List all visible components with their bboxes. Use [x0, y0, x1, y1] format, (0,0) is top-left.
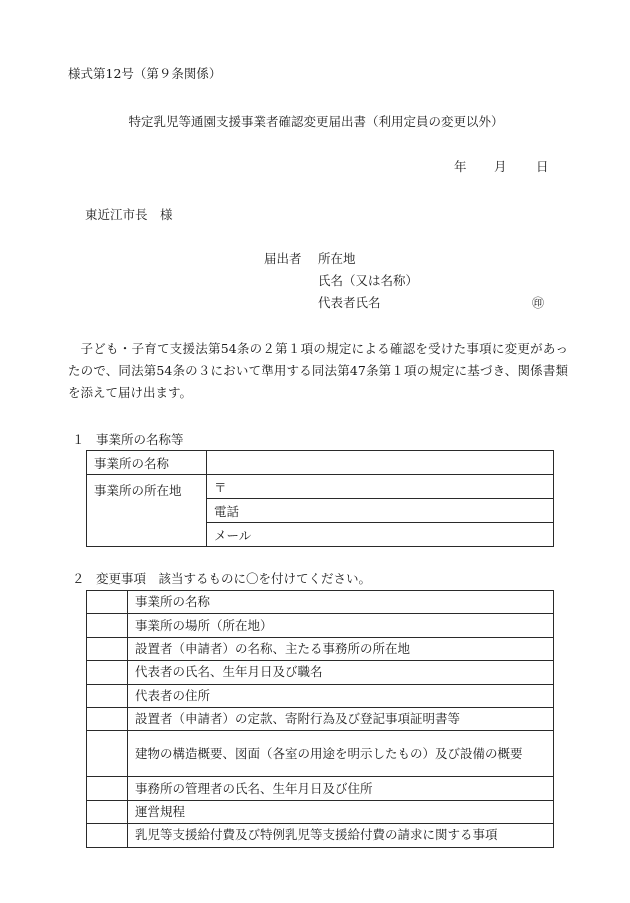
change-item-check-cell[interactable]: [87, 824, 128, 847]
change-item-label: 建物の構造概要、図面（各室の用途を明示したもの）及び設備の概要: [128, 731, 554, 777]
change-item-label: 乳児等支援給付費及び特例乳児等支援給付費の請求に関する事項: [128, 824, 554, 847]
date-day-label: 日: [536, 159, 549, 174]
table-row: [87, 707, 554, 730]
section1-number: １: [72, 432, 85, 447]
postal-code-field[interactable]: 〒: [207, 475, 554, 499]
body-paragraph: 子ども・子育て支援法第54条の２第１項の規定による確認を受けた事項に変更があったので、同法第54条の３において準用する同法第47条第１項の規定に基づき、関係書類を添えて届け出ます。: [68, 341, 568, 400]
change-item-label: 代表者の住所: [128, 684, 554, 707]
section1-heading: [72, 434, 184, 447]
change-item-check-cell[interactable]: [87, 777, 128, 800]
change-item-label: 事業所の名称: [128, 591, 554, 614]
table-row: [87, 591, 554, 614]
change-item-check-cell[interactable]: [87, 614, 128, 637]
facility-name-field[interactable]: [207, 451, 554, 475]
change-item-label: 事業所の場所（所在地）: [128, 614, 554, 637]
change-item-check-cell[interactable]: [87, 637, 128, 660]
table-row: [87, 684, 554, 707]
notifier-label: 届出者: [264, 251, 302, 266]
change-item-check-cell[interactable]: [87, 661, 128, 684]
seal-mark: ㊞: [532, 296, 545, 310]
recipient: 東近江市長 様: [85, 207, 173, 222]
section2-heading: [72, 573, 371, 586]
facility-name-label: 事業所の名称: [87, 451, 207, 475]
table-row: [87, 637, 554, 660]
change-item-check-cell[interactable]: [87, 707, 128, 730]
table-row: [87, 777, 554, 800]
change-item-label: 運営規程: [128, 800, 554, 823]
change-item-check-cell[interactable]: [87, 731, 128, 777]
date-year-label: 年: [454, 159, 467, 174]
change-item-label: 事務所の管理者の氏名、生年月日及び住所: [128, 777, 554, 800]
change-item-label: 設置者（申請者）の名称、主たる事務所の所在地: [128, 637, 554, 660]
mail-field[interactable]: メール: [207, 523, 554, 547]
table-row: [87, 800, 554, 823]
facility-info-table: [86, 450, 554, 547]
notifier-representative-label: 代表者氏名: [318, 295, 381, 310]
document-title: 特定乳児等通園支援事業者確認変更届出書（利用定員の変更以外）: [128, 114, 504, 129]
table-row: [87, 614, 554, 637]
change-item-check-cell[interactable]: [87, 591, 128, 614]
section2-title: 変更事項 該当するものに〇を付けてください。: [96, 571, 372, 586]
notifier-name-label: 氏名（又は名称）: [318, 273, 419, 288]
section2-number: ２: [72, 571, 85, 586]
table-row: [87, 824, 554, 847]
table-row: [87, 731, 554, 777]
change-item-check-cell[interactable]: [87, 684, 128, 707]
facility-address-label: 事業所の所在地: [87, 475, 207, 547]
date-month-label: 月: [494, 159, 507, 174]
change-item-label: 設置者（申請者）の定款、寄附行為及び登記事項証明書等: [128, 707, 554, 730]
change-items-table: [86, 590, 554, 848]
section1-title: 事業所の名称等: [96, 432, 184, 447]
table-row: [87, 661, 554, 684]
phone-field[interactable]: 電話: [207, 499, 554, 523]
table-row: [87, 451, 554, 475]
notifier-address-label: 所在地: [318, 251, 356, 266]
change-item-label: 代表者の氏名、生年月日及び職名: [128, 661, 554, 684]
form-number: 様式第12号（第９条関係）: [68, 66, 222, 81]
change-item-check-cell[interactable]: [87, 800, 128, 823]
table-row: [87, 475, 554, 499]
